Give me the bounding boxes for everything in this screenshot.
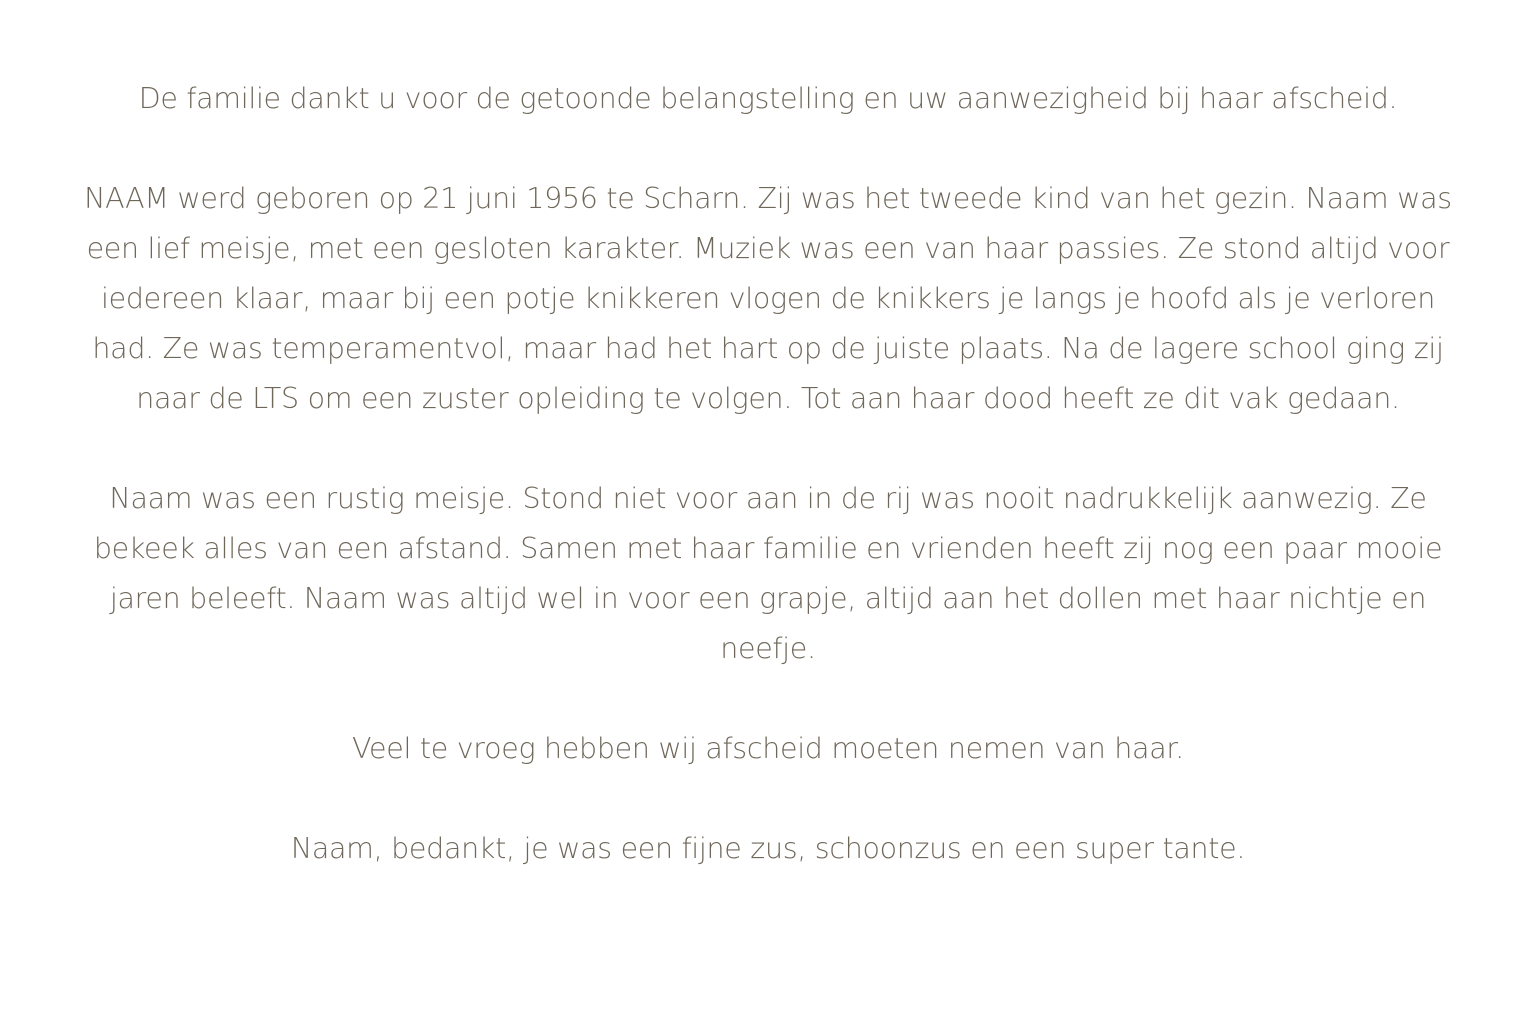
closing-text: Naam, bedankt, je was een fijne zus, schoonzus en een super tante. [290, 832, 1246, 865]
biography-paragraph: NAAM werd geboren op 21 juni 1956 te Scharn. Zij was het tweede kind van het gezin. Naam was een lief meisje, met een gesloten karakter. Muziek was een van haar passies. Ze stond altijd voor iedereen klaar, maar bij een potje knikkeren vlogen de knikkers je langs je hoofd als je verloren had. Ze was temperamentvol, maar had het hart op de juiste plaats. Na de lagere school ging zij naar de LTS om een zuster opleiding te volgen. Tot aan haar dood heeft ze dit vak gedaan. [84, 182, 1452, 415]
thank-you-text: De familie dankt u voor de getoonde belangstelling en uw aanwezigheid bij haar afscheid. [138, 82, 1398, 115]
character-paragraph: Naam was een rustig meisje. Stond niet voor aan in de rij was nooit nadrukkelijk aanwezig. Ze bekeek alles van een afstand. Samen met haar familie en vrienden heeft zij nog een paar mooie jaren beleeft. Naam was altijd wel in voor een grapje, altijd aan het dollen met haar nichtje en neefje. [93, 482, 1443, 665]
farewell-text: Veel te vroeg hebben wij afscheid moeten nemen van haar. [352, 732, 1184, 765]
